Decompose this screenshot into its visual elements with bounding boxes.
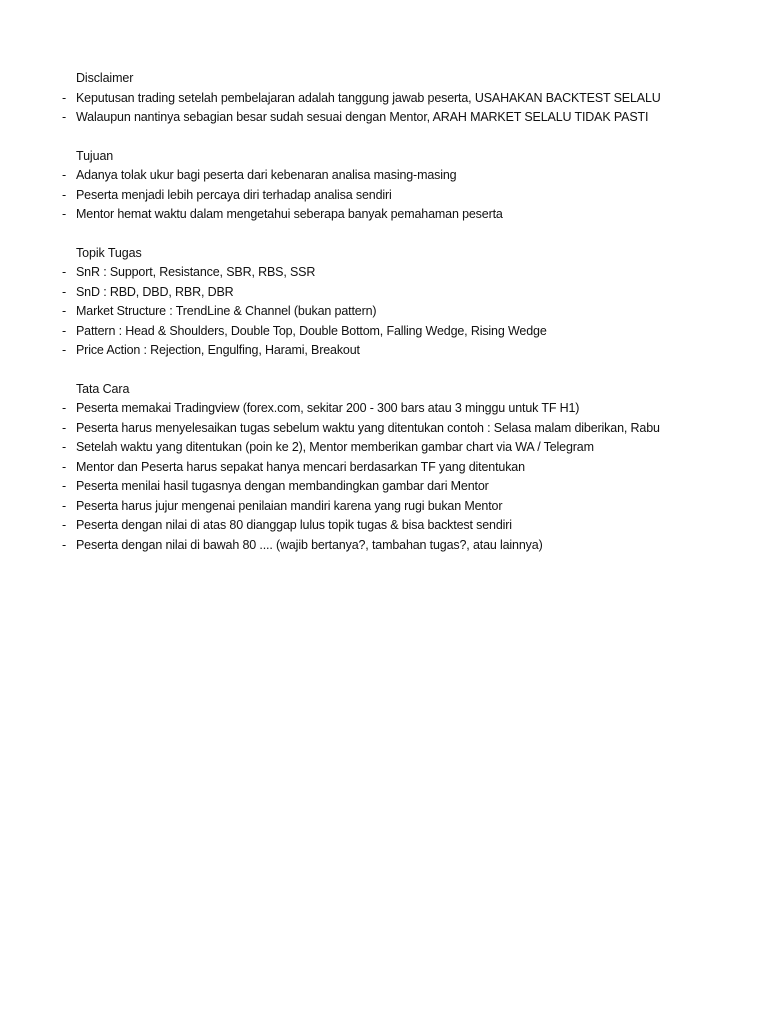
list-item bbox=[62, 536, 742, 556]
list-item bbox=[62, 322, 742, 342]
bullet-dash: - bbox=[62, 284, 67, 299]
bullet-dash: - bbox=[62, 518, 67, 532]
bullet-dash: - bbox=[62, 265, 67, 279]
bullet-dash: - bbox=[62, 304, 67, 318]
list-item bbox=[62, 186, 742, 206]
list-item-text: Mentor dan Peserta harus sepakat hanya mencari berdasarkan TF yang ditentukan bbox=[76, 459, 525, 474]
bullet-dash: - bbox=[62, 110, 67, 124]
list-item-text: Keputusan trading setelah pembelajaran adalah tanggung jawab peserta, USAHAKAN BACKTEST SELALU bbox=[76, 90, 661, 105]
list-item bbox=[62, 516, 742, 536]
bullet-dash: - bbox=[62, 479, 67, 493]
bullet-list bbox=[62, 399, 742, 555]
list-item bbox=[62, 108, 742, 128]
bullet-dash: - bbox=[62, 207, 67, 221]
list-item bbox=[62, 263, 742, 283]
section-tata-cara bbox=[62, 380, 742, 556]
list-item bbox=[62, 438, 742, 458]
list-item bbox=[62, 458, 742, 478]
bullet-dash: - bbox=[62, 168, 67, 182]
bullet-dash: - bbox=[62, 498, 67, 513]
section-heading: Disclaimer bbox=[76, 71, 134, 85]
list-item-text: Peserta harus jujur mengenai penilaian mandiri karena yang rugi bukan Mentor bbox=[76, 498, 503, 513]
list-item-text: Peserta menjadi lebih percaya diri terhadap analisa sendiri bbox=[76, 187, 392, 202]
bullet-dash: - bbox=[62, 537, 67, 552]
list-item bbox=[62, 166, 742, 186]
list-item-text: Adanya tolak ukur bagi peserta dari kebenaran analisa masing-masing bbox=[76, 168, 457, 182]
bullet-list bbox=[62, 166, 742, 225]
list-item bbox=[62, 419, 742, 439]
bullet-dash: - bbox=[62, 187, 67, 202]
list-item bbox=[62, 477, 742, 497]
list-item bbox=[62, 399, 742, 419]
bullet-dash: - bbox=[62, 401, 67, 415]
list-item-text: Price Action : Rejection, Engulfing, Harami, Breakout bbox=[76, 343, 360, 357]
list-item-text: SnD : RBD, DBD, RBR, DBR bbox=[76, 284, 234, 299]
section-disclaimer bbox=[62, 69, 742, 128]
list-item-text: Pattern : Head & Shoulders, Double Top, Double Bottom, Falling Wedge, Rising Wedge bbox=[76, 323, 547, 338]
list-item bbox=[62, 89, 742, 109]
list-item-text: Peserta menilai hasil tugasnya dengan membandingkan gambar dari Mentor bbox=[76, 479, 489, 493]
document-content bbox=[62, 69, 742, 574]
list-item-text: SnR : Support, Resistance, SBR, RBS, SSR bbox=[76, 265, 316, 279]
list-item-text: Peserta harus menyelesaikan tugas sebelum waktu yang ditentukan contoh : Selasa malam diberikan, Rabu bbox=[76, 420, 660, 435]
list-item-text: Peserta memakai Tradingview (forex.com, sekitar 200 - 300 bars atau 3 minggu untuk TF H1) bbox=[76, 401, 580, 415]
list-item bbox=[62, 302, 742, 322]
list-item-text: Peserta dengan nilai di atas 80 dianggap lulus topik tugas & bisa backtest sendiri bbox=[76, 518, 512, 532]
bullet-list bbox=[62, 263, 742, 361]
section-topik-tugas bbox=[62, 244, 742, 361]
list-item bbox=[62, 497, 742, 517]
list-item bbox=[62, 205, 742, 225]
list-item-text: Setelah waktu yang ditentukan (poin ke 2), Mentor memberikan gambar chart via WA / Telegram bbox=[76, 440, 594, 454]
list-item-text: Walaupun nantinya sebagian besar sudah sesuai dengan Mentor, ARAH MARKET SELALU TIDAK PASTI bbox=[76, 110, 649, 124]
list-item-text: Mentor hemat waktu dalam mengetahui seberapa banyak pemahaman peserta bbox=[76, 207, 503, 221]
bullet-dash: - bbox=[62, 90, 67, 105]
bullet-dash: - bbox=[62, 459, 67, 474]
bullet-dash: - bbox=[62, 420, 67, 435]
list-item bbox=[62, 341, 742, 361]
list-item-text: Peserta dengan nilai di bawah 80 .... (wajib bertanya?, tambahan tugas?, atau lainnya) bbox=[76, 537, 543, 552]
section-heading: Tata Cara bbox=[76, 381, 130, 396]
bullet-dash: - bbox=[62, 323, 67, 338]
bullet-dash: - bbox=[62, 440, 67, 454]
section-heading: Topik Tugas bbox=[76, 245, 142, 260]
bullet-dash: - bbox=[62, 343, 67, 357]
list-item-text: Market Structure : TrendLine & Channel (bukan pattern) bbox=[76, 304, 377, 318]
section-heading: Tujuan bbox=[76, 148, 114, 163]
list-item bbox=[62, 283, 742, 303]
bullet-list bbox=[62, 89, 742, 128]
section-tujuan bbox=[62, 147, 742, 225]
